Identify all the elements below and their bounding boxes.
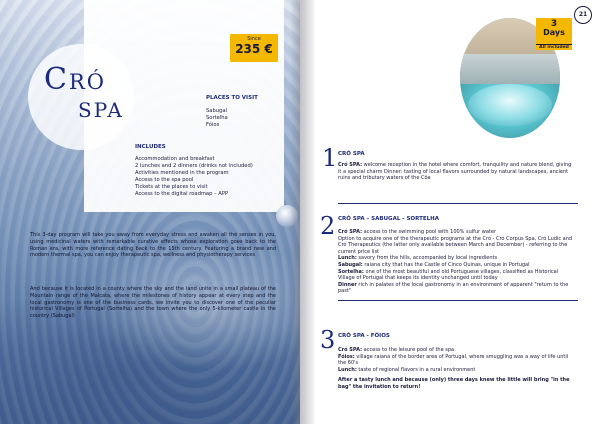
list-item: Sortelha — [206, 115, 228, 121]
photo-pool — [468, 84, 552, 126]
photo-wall — [460, 54, 560, 84]
list-item: Access to the spa pool — [135, 176, 194, 183]
section-divider — [338, 203, 578, 204]
description-paragraph: This 3-day program will take you away from everyday stress and awaken all the senses in you, using medicinal waters with remarkable curative effects whose exploration goes back to the Roman era, with more reference dating back to the 15th century. Featuring a brand new and modern thermal spa, you can enjoy therapeutic spa, wellness and physiotherapy services — [30, 232, 276, 259]
page-spine — [290, 0, 316, 424]
day-line: Dinner rich in palates of the local gastronomy in an environment of apparent "return to the past" — [338, 281, 569, 295]
price-badge — [230, 34, 278, 62]
description-paragraph: And because it is located in a county where the sky and the land unite in a small plateau of the Mountain range of the Malcata, where the milestones of history appear at every step and the local gastronomy is one of the business cards, we invite you to discover one of the peculiar historical Villages of Portugal (Sortelha) and the town where the only 5-kilometer castle in the country (Sabugal) — [30, 286, 276, 320]
places-list — [206, 108, 228, 129]
day-text — [338, 347, 576, 391]
day-numeral: 2 — [320, 212, 336, 240]
includes-list — [135, 156, 253, 197]
day-line: Cró SPA: access to the swimming pool with 100% sulfur water — [338, 229, 497, 235]
day-text — [338, 162, 576, 182]
includes-title: INCLUDES — [135, 144, 166, 150]
days-number: 3 — [550, 19, 558, 29]
page-number: 21 — [574, 6, 592, 24]
day-line: Fóios: village raiana of the border area of Portugal, where smuggling was a way of life until the 60's — [338, 353, 569, 367]
title-circle — [28, 44, 134, 150]
day-title: CRÓ SPA - FÓIOS — [338, 333, 390, 339]
section-divider — [338, 300, 578, 301]
list-item: Accommodation and breakfast — [135, 156, 215, 162]
day-text — [338, 229, 576, 295]
closing-text: After a tasty lunch and because (only) three days knew the little will bring "in the bag" the invitation to return! — [338, 377, 570, 390]
day-numeral: 3 — [320, 326, 336, 354]
day-line: Option to acquire one of the therapeutic programs at the Cró - Cró Corpus Spa, Cró Ludic and Cró Therapeutics (the latter only available between March and December) - referring to the current price list — [338, 235, 573, 255]
days-label: Days — [543, 28, 565, 37]
price-value: 235 € — [235, 42, 273, 56]
all-included-label: All included — [536, 44, 572, 50]
day-line: Sortelha: one of the most beautiful and old Portuguese villages, classified as Historical Village of Portugal that keeps its identity unchanged until today — [338, 268, 559, 282]
title-sub: SPA — [78, 98, 124, 122]
day-line: Cró SPA: welcome reception in the hotel where comfort, tranquility and nature blend, giving it a special charm Dinner: tasting of local flavors surrounded by natural landscapes, ancient ruins and tributary waters of the Côa — [338, 162, 572, 182]
day-line: Lunch: savory from the hills, accompanied by local ingredients — [338, 255, 498, 262]
list-item: Sabugal — [206, 108, 227, 114]
list-item: 2 lunches and 2 dinners (drinks not included) — [135, 162, 253, 169]
day-numeral: 1 — [322, 144, 338, 172]
list-item: Access to the digital roadmap – APP — [135, 190, 229, 197]
list-item: Fóios — [206, 122, 220, 128]
day-line: Sabugal: raiana city that has the Castle of Cinco Quinas, unique in Portugal — [338, 261, 530, 268]
day-title: CRÓ SPA – SABUGAL - SORTELHA — [338, 216, 439, 222]
list-item: Tickets at the places to visit — [135, 183, 208, 190]
price-label: Since — [247, 36, 261, 42]
day-title: CRÓ SPA — [338, 151, 365, 157]
title-main: Cró — [44, 62, 106, 97]
places-title: PLACES TO VISIT — [206, 95, 258, 101]
day-line: Cró SPA: access to the leisure pool of the spa — [338, 347, 455, 353]
list-item: Activities mentioned in the program — [135, 169, 229, 176]
day-line: Lunch: taste of regional flavors in a rural environment — [338, 366, 476, 373]
